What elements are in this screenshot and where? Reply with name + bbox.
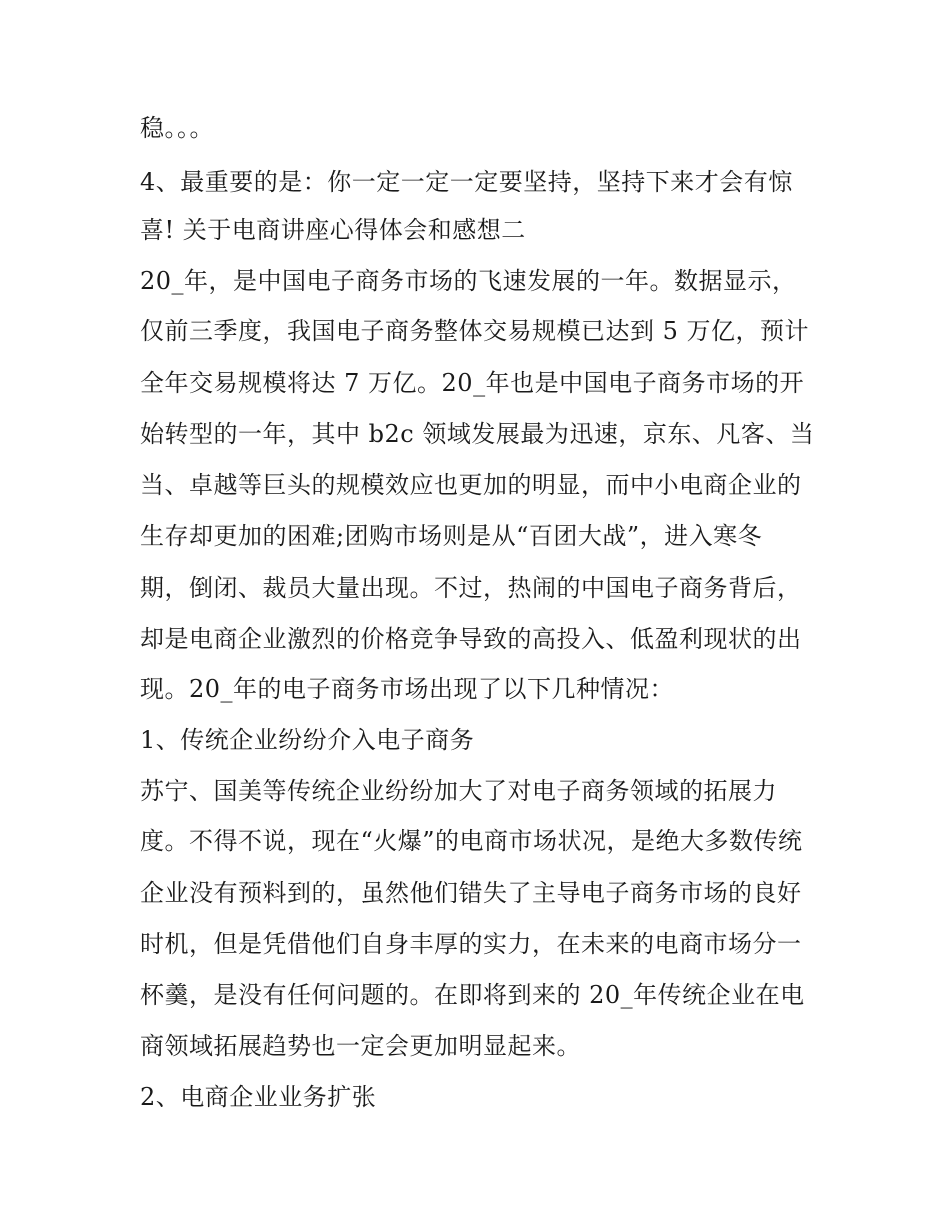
text-line: 时机，但是凭借他们自身丰厚的实力，在未来的电商市场分一 — [140, 930, 802, 958]
text-line: 苏宁、国美等传统企业纷纷加大了对电子商务领域的拓展力 — [140, 777, 777, 805]
text-line: 始转型的一年，其中 b2c 领域发展最为迅速，京东、凡客、当 — [140, 420, 815, 448]
text-line: 1、传统企业纷纷介入电子商务 — [140, 726, 475, 754]
text-line: 喜! 关于电商讲座心得体会和感想二 — [140, 216, 526, 244]
text-line: 却是电商企业激烈的价格竞争导致的高投入、低盈利现状的出 — [140, 625, 802, 653]
text-line: 杯羹，是没有任何问题的。在即将到来的 20_年传统企业在电 — [140, 981, 805, 1009]
text-line: 2、电商企业业务扩张 — [140, 1083, 377, 1111]
text-line: 仅前三季度，我国电子商务整体交易规模已达到 5 万亿，预计 — [140, 317, 810, 345]
text-line: 现。20_年的电子商务市场出现了以下几种情况： — [140, 675, 675, 703]
text-line: 稳。。。 — [140, 114, 214, 142]
text-line: 度。不得不说，现在“火爆”的电商市场状况，是绝大多数传统 — [140, 827, 803, 855]
text-line: 4、最重要的是：你一定一定一定要坚持，坚持下来才会有惊 — [140, 168, 793, 196]
text-line: 期，倒闭、裁员大量出现。不过，热闹的中国电子商务背后， — [140, 574, 802, 602]
text-line: 20_年，是中国电子商务市场的飞速发展的一年。数据显示， — [140, 267, 797, 295]
text-line: 当、卓越等巨头的规模效应也更加的明显，而中小电商企业的 — [140, 471, 802, 499]
text-line: 全年交易规模将达 7 万亿。20_年也是中国电子商务市场的开 — [140, 369, 805, 397]
text-line: 企业没有预料到的，虽然他们错失了主导电子商务市场的良好 — [140, 879, 802, 907]
text-line: 生存却更加的困难;团购市场则是从“百团大战”，进入寒冬 — [140, 522, 763, 550]
text-line: 商领域拓展趋势也一定会更加明显起来。 — [140, 1032, 581, 1060]
